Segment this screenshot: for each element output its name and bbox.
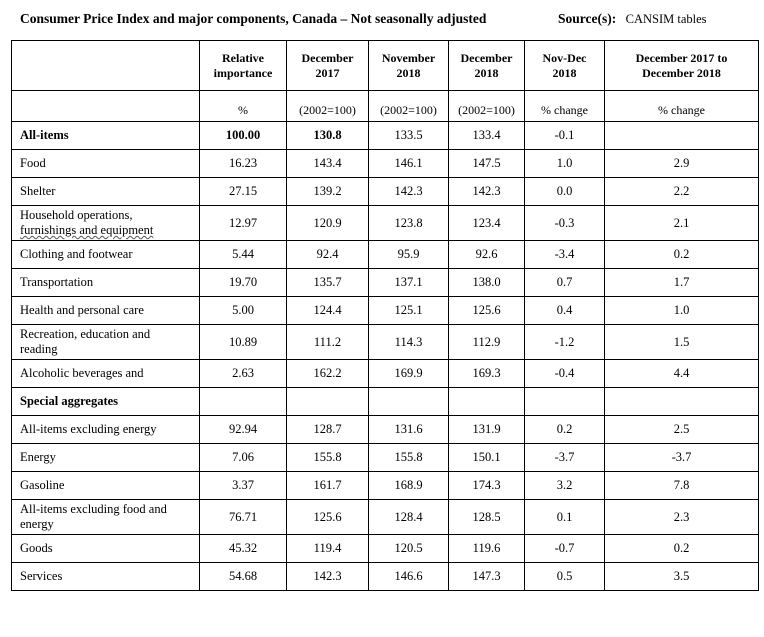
row-label-line1: Household operations,: [20, 208, 133, 222]
cell: 4.4: [605, 360, 759, 388]
cell: 1.7: [605, 269, 759, 297]
cell: -3.4: [525, 241, 605, 269]
cell: 114.3: [369, 325, 449, 360]
cell: 155.8: [287, 444, 369, 472]
unit-dec-2017: (2002=100): [287, 91, 369, 122]
title-bar: [20, 11, 760, 29]
cell: 0.2: [605, 535, 759, 563]
cell: 174.3: [449, 472, 525, 500]
table-row: [12, 563, 759, 591]
row-label: Health and personal care: [12, 297, 200, 325]
table-row: [12, 269, 759, 297]
page-title: Consumer Price Index and major components, Canada – Not seasonally adjusted: [20, 11, 487, 26]
cell: 2.9: [605, 150, 759, 178]
cell: 54.68: [200, 563, 287, 591]
row-label: [12, 500, 200, 535]
cell: 2.3: [605, 500, 759, 535]
cell: 131.6: [369, 416, 449, 444]
cell: -3.7: [525, 444, 605, 472]
cell: 45.32: [200, 535, 287, 563]
cell: 1.0: [525, 150, 605, 178]
table-row: [12, 122, 759, 150]
cell: 128.5: [449, 500, 525, 535]
cell: 0.4: [525, 297, 605, 325]
cell: 123.4: [449, 206, 525, 241]
cell: -0.4: [525, 360, 605, 388]
cell: 16.23: [200, 150, 287, 178]
row-label: Clothing and footwear: [12, 241, 200, 269]
cell: 3.2: [525, 472, 605, 500]
unit-nov-dec-2018: % change: [525, 91, 605, 122]
cell: 142.3: [287, 563, 369, 591]
cell: 124.4: [287, 297, 369, 325]
source-label: Source(s):: [558, 11, 617, 26]
cell: 76.71: [200, 500, 287, 535]
cell: 139.2: [287, 178, 369, 206]
cell: 92.6: [449, 241, 525, 269]
row-label: Shelter: [12, 178, 200, 206]
row-label: Services: [12, 563, 200, 591]
unit-relative-importance: %: [200, 91, 287, 122]
cell: 169.3: [449, 360, 525, 388]
table-row: [12, 325, 759, 360]
cell: 100.00: [200, 122, 287, 150]
row-label: All-items: [12, 122, 200, 150]
cell: [525, 388, 605, 416]
cell: 0.7: [525, 269, 605, 297]
cell: -0.7: [525, 535, 605, 563]
column-header-nov-dec-2018: Nov-Dec 2018: [525, 41, 605, 91]
cell: 19.70: [200, 269, 287, 297]
row-label-line2: reading: [20, 342, 58, 356]
column-header-dec-2018: December 2018: [449, 41, 525, 91]
cell: [605, 388, 759, 416]
row-label: Gasoline: [12, 472, 200, 500]
unit-dec-2018: (2002=100): [449, 91, 525, 122]
cell: 12.97: [200, 206, 287, 241]
cell: 2.1: [605, 206, 759, 241]
cell: 119.4: [287, 535, 369, 563]
column-header-dec-2017: December 2017: [287, 41, 369, 91]
table-row: [12, 444, 759, 472]
section-label: Special aggregates: [12, 388, 200, 416]
column-header-dec2017-dec2018: December 2017 to December 2018: [605, 41, 759, 91]
cell: 111.2: [287, 325, 369, 360]
source-value: CANSIM tables: [625, 12, 707, 26]
cell: 125.6: [287, 500, 369, 535]
cell: 133.4: [449, 122, 525, 150]
row-label-line2: energy: [20, 517, 54, 531]
cell: 92.94: [200, 416, 287, 444]
cell: 133.5: [369, 122, 449, 150]
table-row: [12, 360, 759, 388]
cpi-table: [11, 40, 759, 591]
cell: [449, 388, 525, 416]
cell: 146.6: [369, 563, 449, 591]
table-row: [12, 150, 759, 178]
cell: 161.7: [287, 472, 369, 500]
cell: 7.06: [200, 444, 287, 472]
cell: 2.63: [200, 360, 287, 388]
cell: 150.1: [449, 444, 525, 472]
row-label-line2: furnishings and equipment: [20, 223, 154, 237]
row-label-line1: Recreation, education and: [20, 327, 151, 341]
cell: 143.4: [287, 150, 369, 178]
cell: 2.2: [605, 178, 759, 206]
column-header-label: [12, 41, 200, 91]
cell: 168.9: [369, 472, 449, 500]
table-row: [12, 416, 759, 444]
row-label-line1: All-items excluding food and: [20, 502, 167, 516]
table-row: [12, 297, 759, 325]
column-header-relative-importance: Relative importance: [200, 41, 287, 91]
cell: 147.3: [449, 563, 525, 591]
cell: 146.1: [369, 150, 449, 178]
column-header-nov-2018: November 2018: [369, 41, 449, 91]
row-label: Energy: [12, 444, 200, 472]
cell: 135.7: [287, 269, 369, 297]
unit-dec2017-dec2018: % change: [605, 91, 759, 122]
row-label: [12, 206, 200, 241]
cell: 10.89: [200, 325, 287, 360]
cell: -1.2: [525, 325, 605, 360]
cell: 147.5: [449, 150, 525, 178]
cell: 137.1: [369, 269, 449, 297]
cell: 0.1: [525, 500, 605, 535]
cell: 0.5: [525, 563, 605, 591]
source-info: [558, 11, 707, 27]
cell: 92.4: [287, 241, 369, 269]
units-row: [12, 91, 759, 122]
cell: 155.8: [369, 444, 449, 472]
cell: 1.5: [605, 325, 759, 360]
cell: -0.3: [525, 206, 605, 241]
cell: 120.9: [287, 206, 369, 241]
row-label: Food: [12, 150, 200, 178]
table-row: [12, 206, 759, 241]
row-label: All-items excluding energy: [12, 416, 200, 444]
cell: 2.5: [605, 416, 759, 444]
cell: 125.1: [369, 297, 449, 325]
column-header-row: [12, 41, 759, 91]
cell: [287, 388, 369, 416]
cell: [200, 388, 287, 416]
cell: 128.7: [287, 416, 369, 444]
cell: 5.00: [200, 297, 287, 325]
table-row: [12, 472, 759, 500]
cell: 130.8: [287, 122, 369, 150]
cell: 123.8: [369, 206, 449, 241]
cell: 95.9: [369, 241, 449, 269]
cell: 128.4: [369, 500, 449, 535]
table-row: [12, 178, 759, 206]
cell: 112.9: [449, 325, 525, 360]
cell: -3.7: [605, 444, 759, 472]
cell: 169.9: [369, 360, 449, 388]
cell: 138.0: [449, 269, 525, 297]
cell: 5.44: [200, 241, 287, 269]
cell: 0.2: [605, 241, 759, 269]
cell: [369, 388, 449, 416]
section-row: [12, 388, 759, 416]
table-row: [12, 241, 759, 269]
row-label: [12, 325, 200, 360]
cell: 1.0: [605, 297, 759, 325]
row-label: Goods: [12, 535, 200, 563]
row-label: Transportation: [12, 269, 200, 297]
unit-label: [12, 91, 200, 122]
cell: 125.6: [449, 297, 525, 325]
cell: 120.5: [369, 535, 449, 563]
cell: 0.0: [525, 178, 605, 206]
unit-nov-2018: (2002=100): [369, 91, 449, 122]
table-row: [12, 535, 759, 563]
cell: 27.15: [200, 178, 287, 206]
cell: 162.2: [287, 360, 369, 388]
cell: 3.5: [605, 563, 759, 591]
cell: -0.1: [525, 122, 605, 150]
cell: 119.6: [449, 535, 525, 563]
cell: 7.8: [605, 472, 759, 500]
cell: 3.37: [200, 472, 287, 500]
cell: 142.3: [449, 178, 525, 206]
cell: 0.2: [525, 416, 605, 444]
cell: [605, 122, 759, 150]
row-label: Alcoholic beverages and: [12, 360, 200, 388]
table-row: [12, 500, 759, 535]
cell: 131.9: [449, 416, 525, 444]
cell: 142.3: [369, 178, 449, 206]
